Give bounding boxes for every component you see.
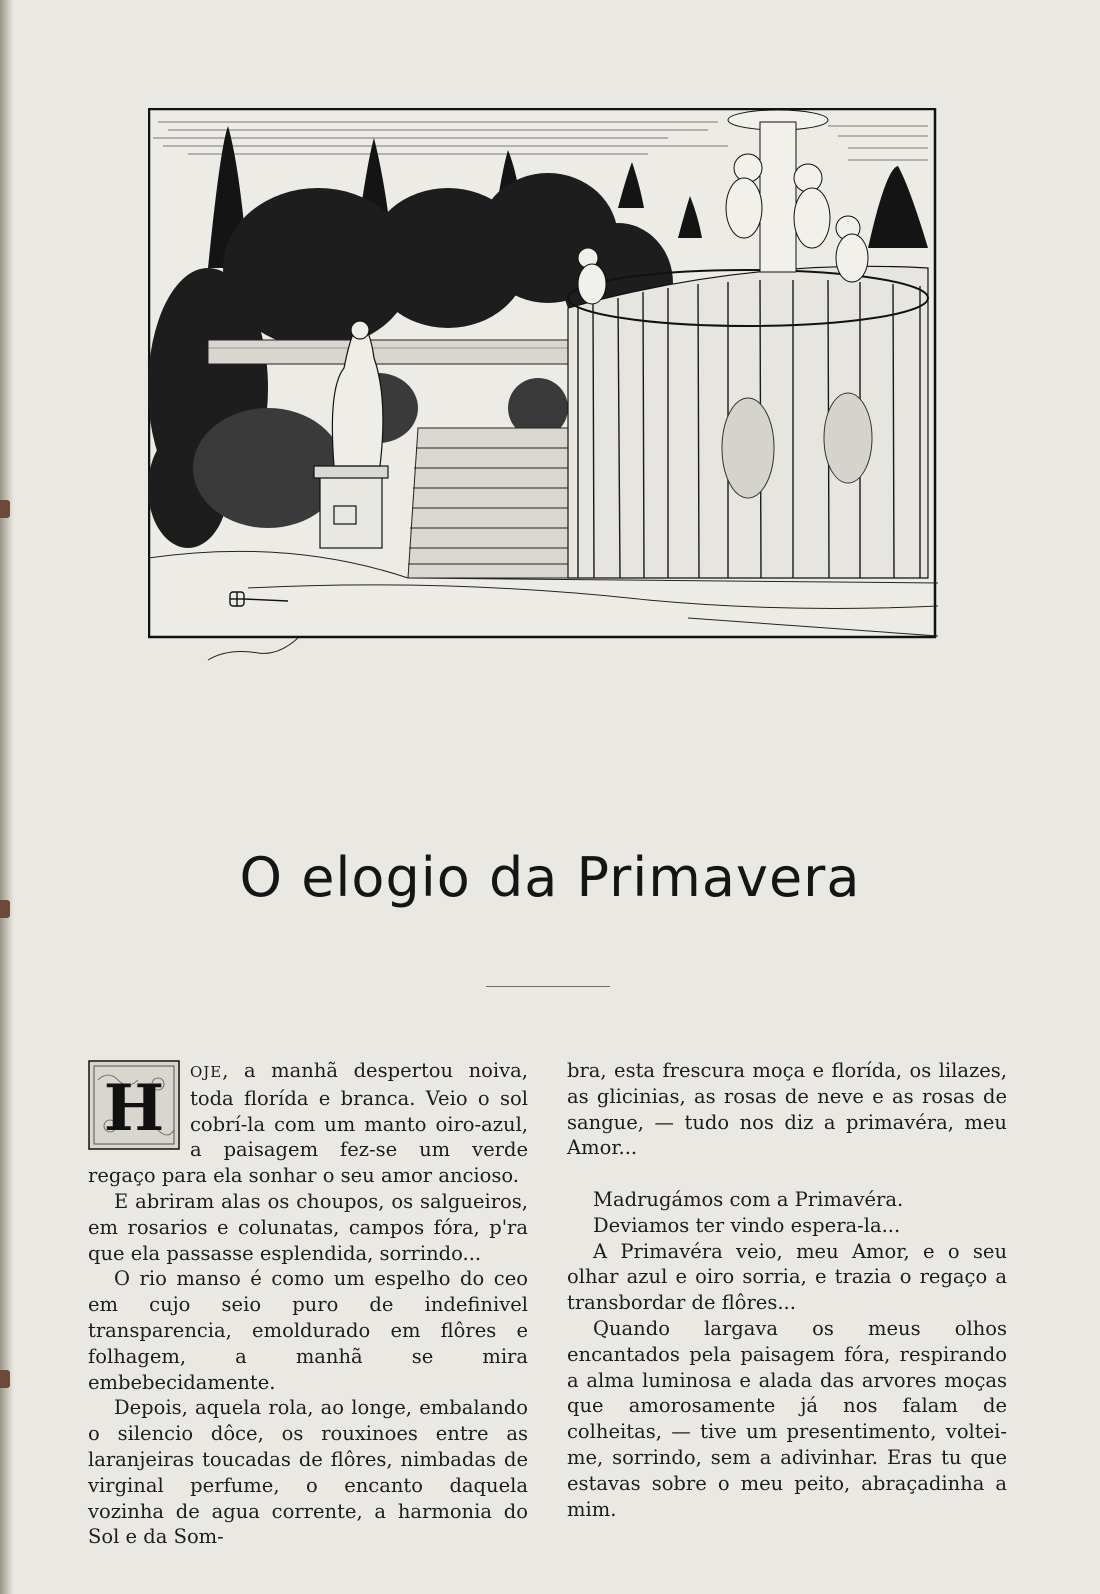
paragraph: O rio manso é como um espelho do ceo em cujo seio puro de indefinivel transparencia, emoldurado em flôres e folhagem, a manhã se mira embebecidamente.: [88, 1267, 528, 1394]
paragraph: bra, esta frescura moça e florída, os lilazes, as glicinias, as rosas de neve e as rosas de sangue, — tudo nos diz a primavéra, meu Amor...: [567, 1059, 1007, 1160]
paragraph: Madrugámos com a Primavéra.: [593, 1187, 904, 1211]
paragraph: Depois, aquela rola, ao longe, embalando o silencio dôce, os rouxinoes entre as laranjeiras toucadas de flôres, nimbadas de virginal perfume, o encanto daquela vozinha de agua corrente, a harmonia do Sol e da Som-: [88, 1396, 528, 1549]
ornamental-dropcap: [88, 1060, 180, 1150]
title-divider: [486, 986, 610, 987]
binding-thread: [0, 1370, 10, 1388]
page-binding-edge: [0, 0, 14, 1594]
paragraph: Deviamos ter vindo espera-la...: [593, 1213, 901, 1237]
text-column-right: [567, 1058, 1007, 1522]
paragraph: Quando largava os meus olhos encantados pela paisagem fóra, respirando a alma luminosa e alada das arvores moças que amorosamente já nos falam de colheitas, — tive um presentimento, voltei-me, sorrindo, sem a adivinhar. Eras tu que estavas sobre o meu peito, abraçadinha a mim.: [567, 1316, 1007, 1521]
binding-thread: [0, 500, 10, 518]
paragraph: E abriram alas os choupos, os salgueiros, em rosarios e colunatas, campos fóra, p'ra que ela passasse esplendida, sorrindo...: [88, 1189, 528, 1265]
lead-smallcaps: OJE: [190, 1063, 223, 1081]
garden-fountain-illustration: [148, 108, 938, 688]
dropcap-letter: H: [103, 1071, 165, 1146]
text-column-left: [88, 1058, 528, 1550]
paragraph: A Primavéra veio, meu Amor, e o seu olhar azul e oiro sorria, e trazia o regaço a transbordar de flôres...: [567, 1239, 1007, 1315]
lead-text: , a manhã despertou noiva, toda florída e branca. Veio o sol cobrí-la com um manto oiro-azul, a paisagem fez-se um verde regaço para ela sonhar o seu amor ancioso.: [88, 1059, 528, 1188]
article-title: O elogio da Primavera: [239, 846, 861, 909]
